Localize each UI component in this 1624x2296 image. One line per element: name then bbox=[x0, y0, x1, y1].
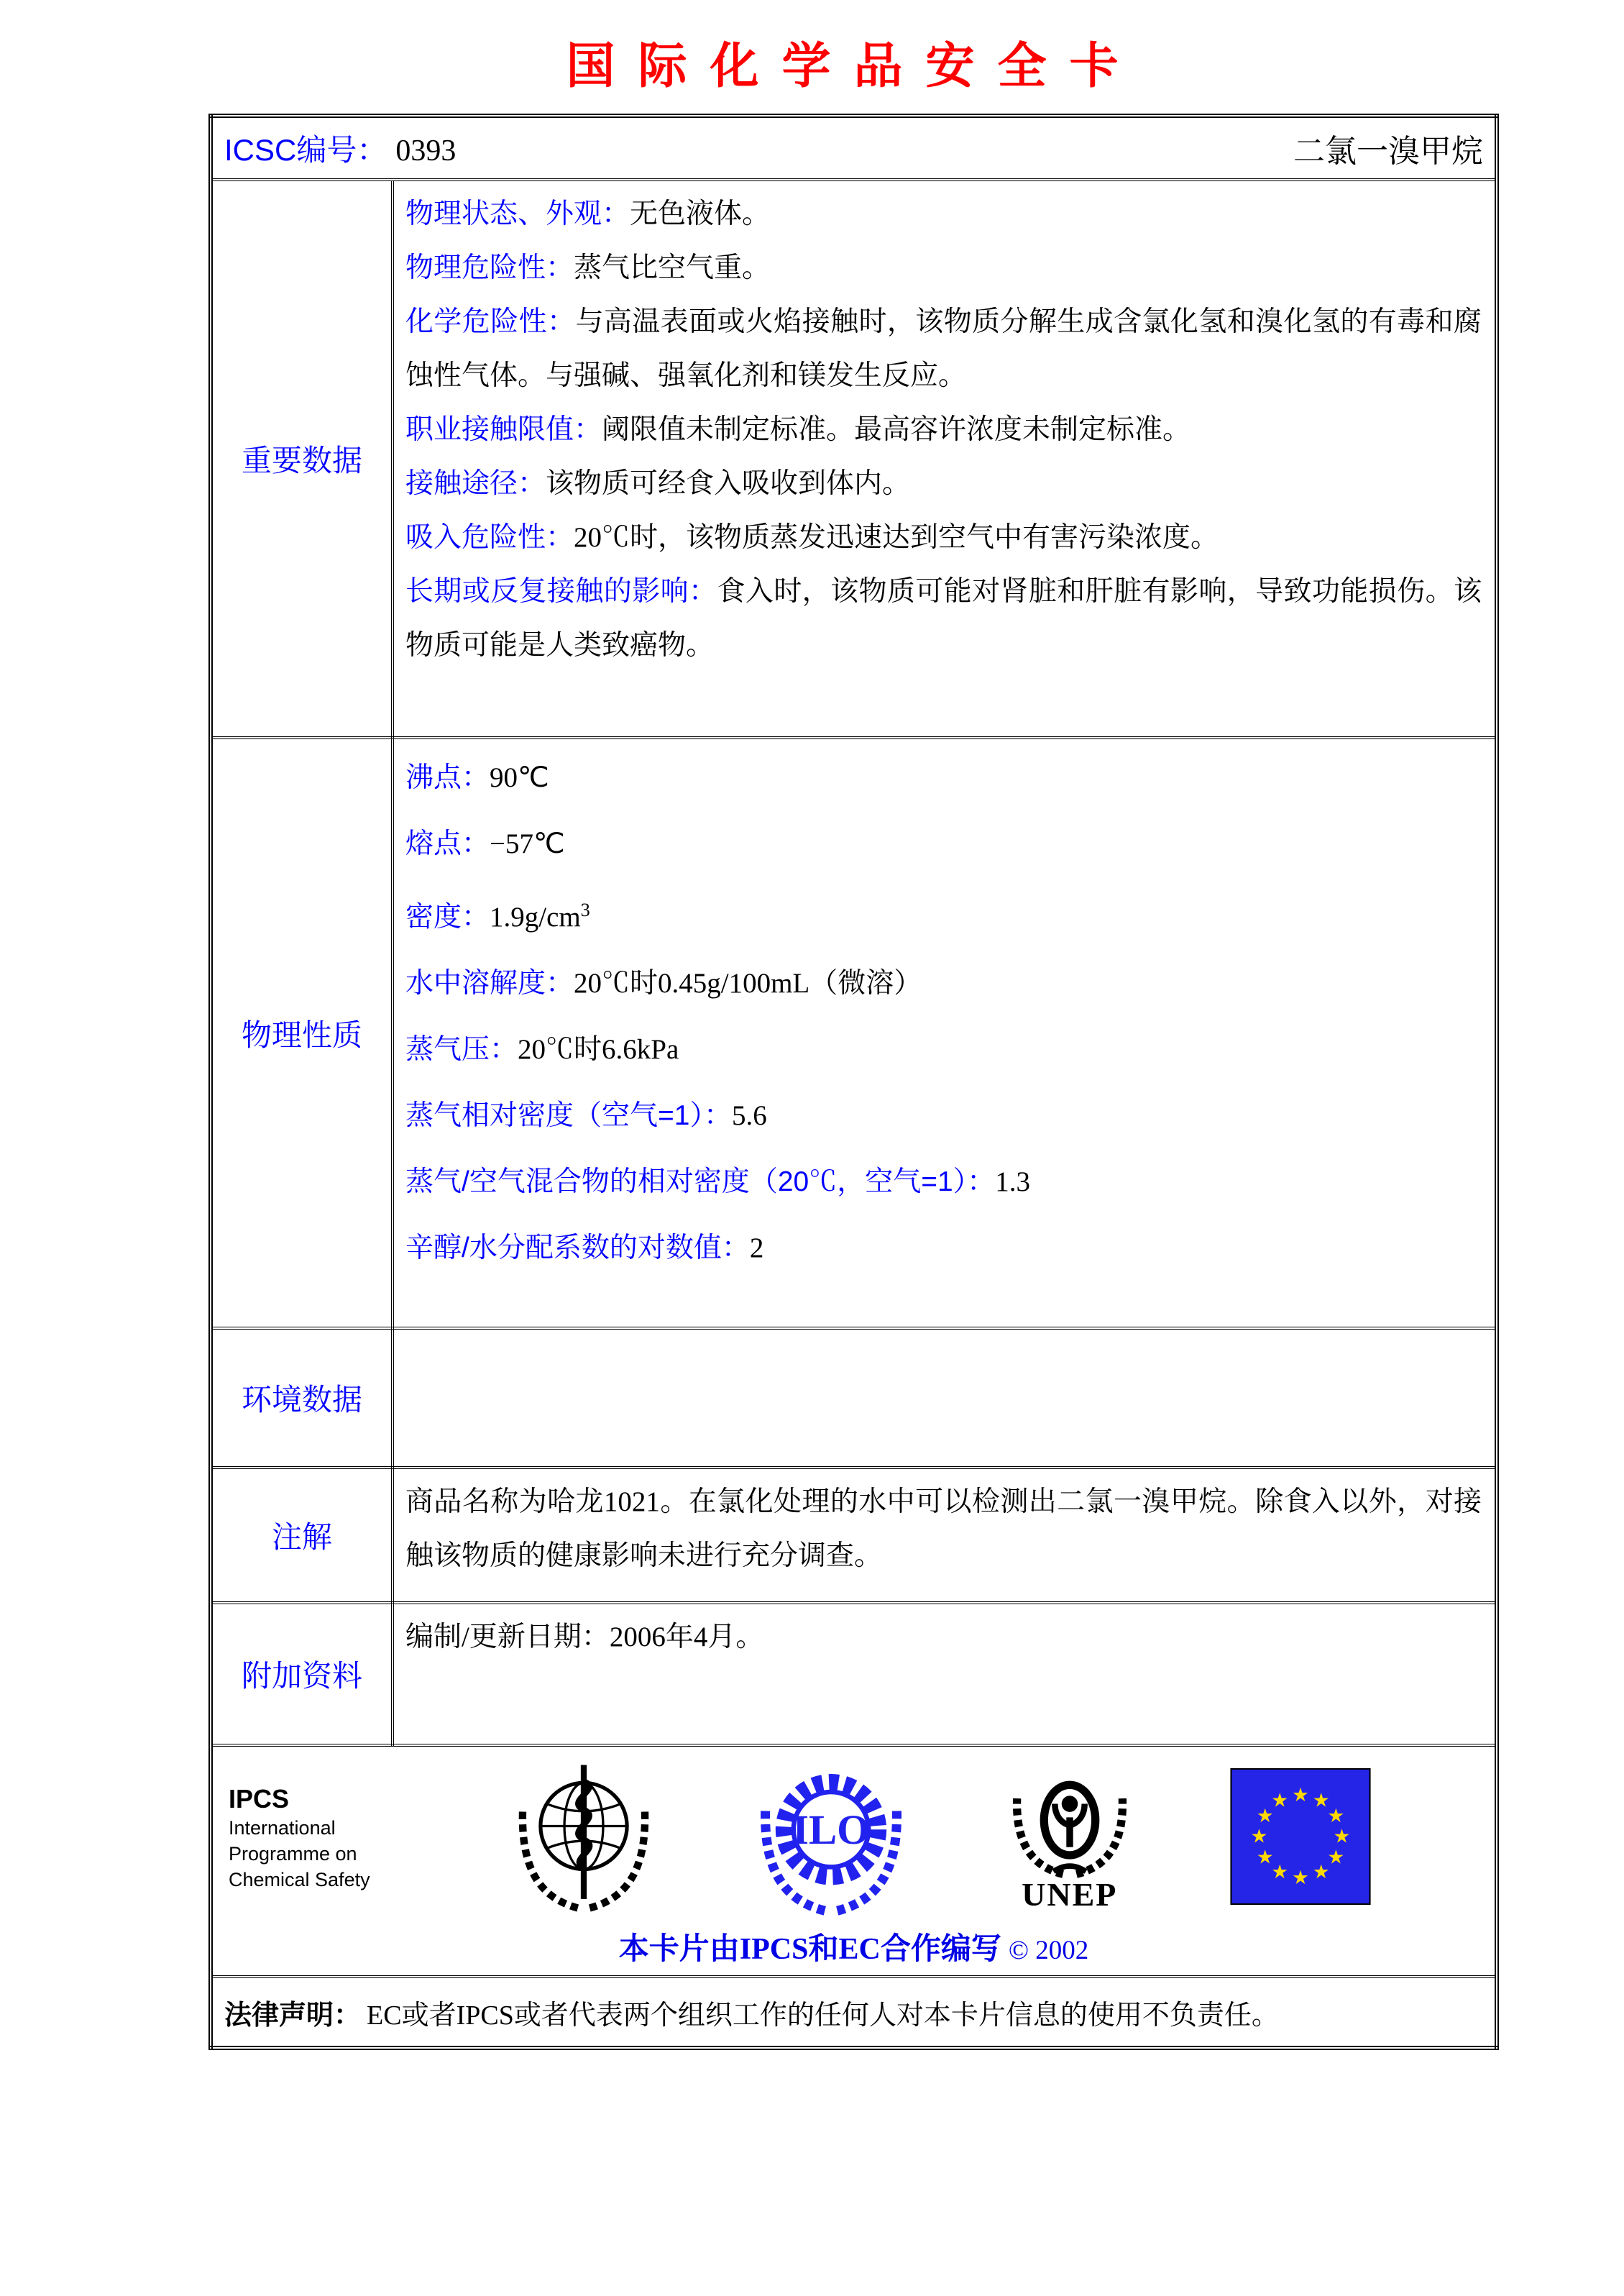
logos-cell bbox=[211, 1745, 1497, 1977]
icsc-number-group bbox=[224, 127, 456, 170]
section-content-physical-properties bbox=[393, 738, 1497, 1328]
svg-text:★: ★ bbox=[1256, 1804, 1274, 1827]
section-content-additional-info bbox=[393, 1603, 1497, 1745]
disclaimer-label: 法律声明： bbox=[224, 2000, 362, 2031]
table-row-important-data bbox=[211, 180, 1497, 738]
data-line: 辛醇/水分配系数的对数值：2 bbox=[405, 1232, 764, 1263]
section-content-important-data bbox=[393, 180, 1497, 738]
data-line: 沸点：90℃ bbox=[405, 762, 549, 793]
data-line: 化学危险性：与高温表面或火焰接触时，该物质分解生成含氯化氢和溴化氢的有毒和腐蚀性气体。与强碱、强氧化剂和镁发生反应。 bbox=[405, 306, 1482, 391]
data-line: 编制/更新日期：2006年4月。 bbox=[405, 1622, 764, 1652]
ipcs-acronym: IPCS bbox=[229, 1784, 290, 1814]
data-line: 水中溶解度：20℃时0.45g/100mL（微溶） bbox=[405, 968, 922, 999]
icsc-number-value: 0393 bbox=[395, 134, 457, 168]
data-line: 密度：$1.9g/cm^3$ bbox=[405, 900, 590, 933]
page-title: 国际化学品安全卡 bbox=[566, 39, 1142, 93]
table-row-disclaimer bbox=[211, 1977, 1497, 2048]
svg-text:★: ★ bbox=[1312, 1788, 1330, 1811]
ilo-letters: ILO bbox=[792, 1806, 870, 1853]
section-label-physical-properties: 物理性质 bbox=[211, 738, 393, 1328]
superscript: 3 bbox=[580, 900, 590, 920]
ipcs-text-block: IPCS International Programme on Chemical Safety bbox=[229, 1783, 416, 1893]
data-line: 物理状态、外观：无色液体。 bbox=[405, 198, 771, 229]
section-content-environmental-data bbox=[393, 1328, 1497, 1468]
table-row-environmental-data bbox=[211, 1328, 1497, 1468]
table-row-header bbox=[211, 116, 1497, 180]
data-line: 熔点：−57℃ bbox=[405, 828, 565, 859]
svg-text:★: ★ bbox=[1327, 1804, 1345, 1827]
section-label-additional-info: 附加资料 bbox=[211, 1603, 393, 1745]
disclaimer-text: EC或者IPCS或者代表两个组织工作的任何人对本卡片信息的使用不负责任。 bbox=[367, 2000, 1279, 2031]
section-label-important-data: 重要数据 bbox=[211, 180, 393, 738]
data-line: 蒸气压：20℃时6.6kPa bbox=[405, 1034, 679, 1065]
data-line: 蒸气相对密度（空气=1）：5.6 bbox=[405, 1100, 767, 1131]
unep-caption: UNEP bbox=[1022, 1875, 1118, 1913]
chemical-name: 二氯一溴甲烷 bbox=[1293, 134, 1483, 169]
header-cell bbox=[211, 116, 1497, 180]
eu-flag-icon bbox=[1230, 1768, 1371, 1908]
table-row-logos bbox=[211, 1745, 1497, 1977]
data-line: 长期或反复接触的影响：食入时，该物质可能对肾脏和肝脏有影响，导致功能损伤。该物质可能是人类致癌物。 bbox=[405, 576, 1482, 661]
data-line: 商品名称为哈龙1021。在氯化处理的水中可以检测出二氯一溴甲烷。除食入以外，对接触该物质的健康影响未进行充分调查。 bbox=[405, 1486, 1482, 1571]
table-row-notes bbox=[211, 1468, 1497, 1603]
credit-text: 本卡片由IPCS和EC合作编写 bbox=[618, 1933, 1001, 1966]
data-line: 物理危险性：蒸气比空气重。 bbox=[405, 252, 771, 283]
disclaimer-cell bbox=[211, 1977, 1497, 2048]
svg-text:★: ★ bbox=[1333, 1825, 1351, 1848]
table-row-additional-info bbox=[211, 1603, 1497, 1745]
credit-year: © 2002 bbox=[1008, 1936, 1089, 1965]
svg-text:★: ★ bbox=[1256, 1845, 1274, 1868]
unep-emblem-icon bbox=[1002, 1763, 1137, 1913]
section-label-environmental-data: 环境数据 bbox=[211, 1328, 393, 1468]
data-line: 吸入危险性：20℃时，该物质蒸发迅速达到空气中有害污染浓度。 bbox=[405, 522, 1219, 553]
table-row-physical-properties bbox=[211, 738, 1497, 1328]
section-content-notes bbox=[393, 1468, 1497, 1603]
credit-line bbox=[229, 1925, 1479, 1968]
data-line: 接触途径：该物质可经食入吸收到体内。 bbox=[405, 468, 911, 499]
svg-text:★: ★ bbox=[1292, 1783, 1309, 1806]
icsc-card-table bbox=[208, 114, 1499, 2050]
who-emblem-icon bbox=[508, 1755, 659, 1922]
svg-text:★: ★ bbox=[1250, 1825, 1268, 1848]
ilo-emblem-icon bbox=[753, 1756, 909, 1921]
data-line: 职业接触限值：阈限值未制定标准。最高容许浓度未制定标准。 bbox=[405, 414, 1191, 445]
data-line: 蒸气/空气混合物的相对密度（20℃，空气=1）：1.3 bbox=[405, 1166, 1030, 1197]
svg-text:★: ★ bbox=[1327, 1845, 1345, 1868]
svg-text:★: ★ bbox=[1271, 1788, 1289, 1811]
svg-text:★: ★ bbox=[1271, 1860, 1289, 1883]
section-label-notes: 注解 bbox=[211, 1468, 393, 1603]
icsc-number-label: ICSC编号： bbox=[224, 133, 387, 167]
svg-text:★: ★ bbox=[1292, 1866, 1309, 1889]
svg-text:★: ★ bbox=[1312, 1860, 1330, 1883]
